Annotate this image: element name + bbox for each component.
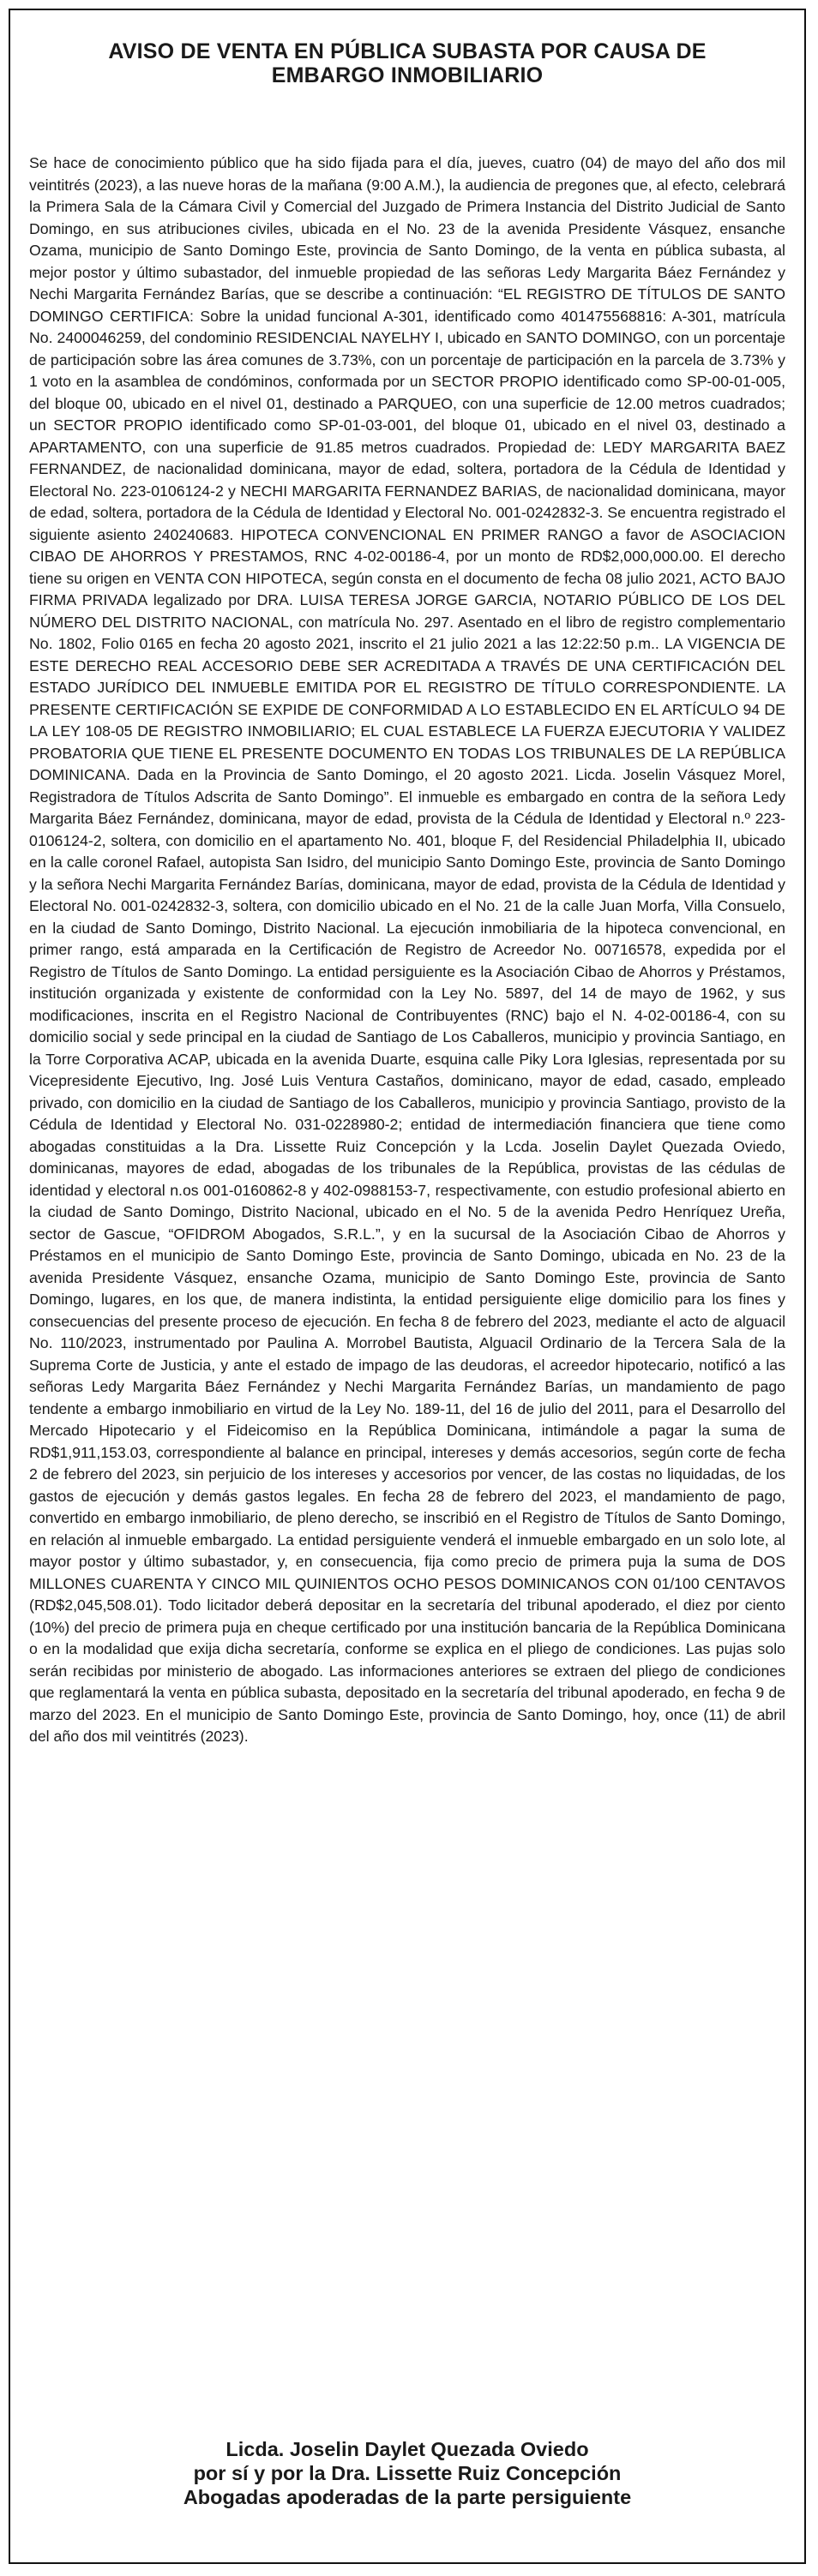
signature-block [10, 2437, 804, 2509]
signature-cosigner: por sí y por la Dra. Lissette Ruiz Concepción [193, 2462, 622, 2484]
notice-title [29, 39, 785, 87]
notice-frame [9, 9, 806, 2564]
notice-content [29, 39, 785, 1748]
notice-title-line-1: AVISO DE VENTA EN PÚBLICA SUBASTA POR CAUSA DE [108, 39, 707, 63]
signature-name: Licda. Joselin Daylet Quezada Oviedo [226, 2438, 589, 2460]
notice-title-line-2: EMBARGO INMOBILIARIO [271, 63, 544, 87]
signature-role: Abogadas apoderadas de la parte persiguiente [183, 2486, 632, 2508]
notice-body: Se hace de conocimiento público que ha sido fijada para el día, jueves, cuatro (04) de mayo del año dos mil veintitrés (2023), a las nueve horas de la mañana (9:00 A.M.), la audiencia de pregones que, al efecto, celebrará la Primera Sala de la Cámara Civil y Comercial del Juzgado de Primera Instancia del Distrito Judicial de Santo Domingo, en sus atribuciones civiles, ubicada en el No. 23 de la avenida Presidente Vásquez, ensanche Ozama, municipio de Santo Domingo Este, provincia de Santo Domingo, de la venta en pública subasta, al mejor postor y último subastador, del inmueble propiedad de las señoras Ledy Margarita Báez Fernández y Nechi Margarita Fernández Barías, que se describe a continuación: “EL REGISTRO DE TÍTULOS DE SANTO DOMINGO CERTIFICA: Sobre la unidad funcional A-301, identificado como 401475568816: A-301, matrícula No. 2400046259, del condominio RESIDENCIAL NAYELHY I, ubicado en SANTO DOMINGO, con un porcentaje de participación sobre las área comunes de 3.73%, con un porcentaje de participación en la parcela de 3.73% y 1 voto en la asamblea de condóminos, conformada por un SECTOR PROPIO identificado como SP-00-01-005, del bloque 00, ubicado en el nivel 01, destinado a PARQUEO, con una superficie de 12.00 metros cuadrados; un SECTOR PROPIO identificado como SP-01-03-001, del bloque 01, ubicado en el nivel 03, destinado a APARTAMENTO, con una superficie de 91.85 metros cuadrados. Propiedad de: LEDY MARGARITA BAEZ FERNANDEZ, de nacionalidad dominicana, mayor de edad, soltera, portadora de la Cédula de Identidad y Electoral No. 223-0106124-2 y NECHI MARGARITA FERNANDEZ BARIAS, de nacionalidad dominicana, mayor de edad, soltera, portadora de la Cédula de Identidad y Electoral No. 001-0242832-3. Se encuentra registrado el siguiente asiento 240240683. HIPOTECA CONVENCIONAL EN PRIMER RANGO a favor de ASOCIACION CIBAO DE AHORROS Y PRESTAMOS, RNC 4-02-00186-4, por un monto de RD$2,000,000.00. El derecho tiene su origen en VENTA CON HIPOTECA, según consta en el documento de fecha 08 julio 2021, ACTO BAJO FIRMA PRIVADA legalizado por DRA. LUISA TERESA JORGE GARCIA, NOTARIO PÚBLICO DE LOS DEL NÚMERO DEL DISTRITO NACIONAL, con matrícula No. 297. Asentado en el libro de registro complementario No. 1802, Folio 0165 en fecha 20 agosto 2021, inscrito el 21 julio 2021 a las 12:22:50 p.m.. LA VIGENCIA DE ESTE DERECHO REAL ACCESORIO DEBE SER ACREDITADA A TRAVÉS DE UNA CERTIFICACIÓN DEL ESTADO JURÍDICO DEL INMUEBLE EMITIDA POR EL REGISTRO DE TÍTULO CORRESPONDIENTE. LA PRESENTE CERTIFICACIÓN SE EXPIDE DE CONFORMIDAD A LO ESTABLECIDO EN EL ARTÍCULO 94 DE LA LEY 108-05 DE REGISTRO INMOBILIARIO; EL CUAL ESTABLECE LA FUERZA EJECUTORIA Y VALIDEZ PROBATORIA QUE TIENE EL PRESENTE DOCUMENTO EN TODAS LOS TRIBUNALES DE LA REPÚBLICA DOMINICANA. Dada en la Provincia de Santo Domingo, el 20 agosto 2021. Licda. Joselin Vásquez Morel, Registradora de Títulos Adscrita de Santo Domingo”. El inmueble es embargado en contra de la señora Ledy Margarita Báez Fernández, dominicana, mayor de edad, provista de la Cédula de Identidad y Electoral n.º 223-0106124-2, soltera, con domicilio en el apartamento No. 401, bloque F, del Residencial Philadelphia II, ubicado en la calle coronel Rafael, autopista San Isidro, del municipio Santo Domingo Este, provincia de Santo Domingo y la señora Nechi Margarita Fernández Barías, dominicana, mayor de edad, provista de la Cédula de Identidad y Electoral No. 001-0242832-3, soltera, con domicilio ubicado en el No. 21 de la calle Juan Morfa, Villa Consuelo, en la ciudad de Santo Domingo, Distrito Nacional. La ejecución inmobiliaria de la hipoteca convencional, en primer rango, está amparada en la Certificación de Registro de Acreedor No. 00716578, expedida por el Registro de Títulos de Santo Domingo. La entidad persiguiente es la Asociación Cibao de Ahorros y Préstamos, institución organizada y existente de conformidad con la Ley No. 5897, del 14 de mayo de 1962, y sus modificaciones, inscrita en el Registro Nacional de Contribuyentes (RNC) bajo el N. 4-02-00186-4, con su domicilio social y sede principal en la ciudad de Santiago de Los Caballeros, municipio y provincia Santiago, en la Torre Corporativa ACAP, ubicada en la avenida Duarte, esquina calle Piky Lora Iglesias, representada por su Vicepresidente Ejecutivo, Ing. José Luis Ventura Castaños, dominicano, mayor de edad, casado, empleado privado, con domicilio en la ciudad de Santiago de los Caballeros, municipio y provincia Santiago, provisto de la Cédula de Identidad y Electoral No. 031-0228980-2; entidad de intermediación financiera que tiene como abogadas constituidas a la Dra. Lissette Ruiz Concepción y la Lcda. Joselin Daylet Quezada Oviedo, dominicanas, mayores de edad, abogadas de los tribunales de la República, provistas de las cédulas de identidad y electoral n.os 001-0160862-8 y 402-0988153-7, respectivamente, con estudio profesional abierto en la ciudad de Santo Domingo, Distrito Nacional, ubicado en el No. 5 de la avenida Pedro Henríquez Ureña, sector de Gascue, “OFIDROM Abogados, S.R.L.”, y en la sucursal de la Asociación Cibao de Ahorros y Préstamos en el municipio de Santo Domingo Este, provincia de Santo Domingo, ubicada en No. 23 de la avenida Presidente Vásquez, ensanche Ozama, municipio de Santo Domingo Este, provincia de Santo Domingo, lugares, en los que, de manera indistinta, la entidad persiguiente elige domicilio para los fines y consecuencias del presente proceso de ejecución. En fecha 8 de febrero del 2023, mediante el acto de alguacil No. 110/2023, instrumentado por Paulina A. Morrobel Bautista, Alguacil Ordinario de la Tercera Sala de la Suprema Corte de Justicia, y ante el estado de impago de las deudoras, el acreedor hipotecario, notificó a las señoras Ledy Margarita Báez Fernández y Nechi Margarita Fernández Barías, un mandamiento de pago tendente a embargo inmobiliario en virtud de la Ley No. 189-11, del 16 de julio del 2011, para el Desarrollo del Mercado Hipotecario y el Fideicomiso en la República Dominicana, intimándole a pagar la suma de RD$1,911,153.03, correspondiente al balance en principal, intereses y demás accesorios, según corte de fecha 2 de febrero del 2023, sin perjuicio de los intereses y accesorios por vencer, de las costas no liquidadas, de los gastos de ejecución y demás gastos legales. En fecha 28 de febrero del 2023, el mandamiento de pago, convertido en embargo inmobiliario, de pleno derecho, se inscribió en el Registro de Títulos de Santo Domingo, en relación al inmueble embargado. La entidad persiguiente venderá el inmueble embargado en un solo lote, al mayor postor y último subastador, y, en consecuencia, fija como precio de primera puja la suma de DOS MILLONES CUARENTA Y CINCO MIL QUINIENTOS OCHO PESOS DOMINICANOS CON 01/100 CENTAVOS (RD$2,045,508.01). Todo licitador deberá depositar en la secretaría del tribunal apoderado, el diez por ciento (10%) del precio de primera puja en cheque certificado por una institución bancaria de la República Dominicana o en la modalidad que exija dicha secretaría, conforme se explica en el pliego de condiciones. Las pujas solo serán recibidas por ministerio de abogado. Las informaciones anteriores se extraen del pliego de condiciones que reglamentará la venta en pública subasta, depositado en la secretaría del tribunal apoderado, en fecha 9 de marzo del 2023. En el municipio de Santo Domingo Este, provincia de Santo Domingo, hoy, once (11) de abril del año dos mil veintitrés (2023). [29, 154, 785, 1745]
